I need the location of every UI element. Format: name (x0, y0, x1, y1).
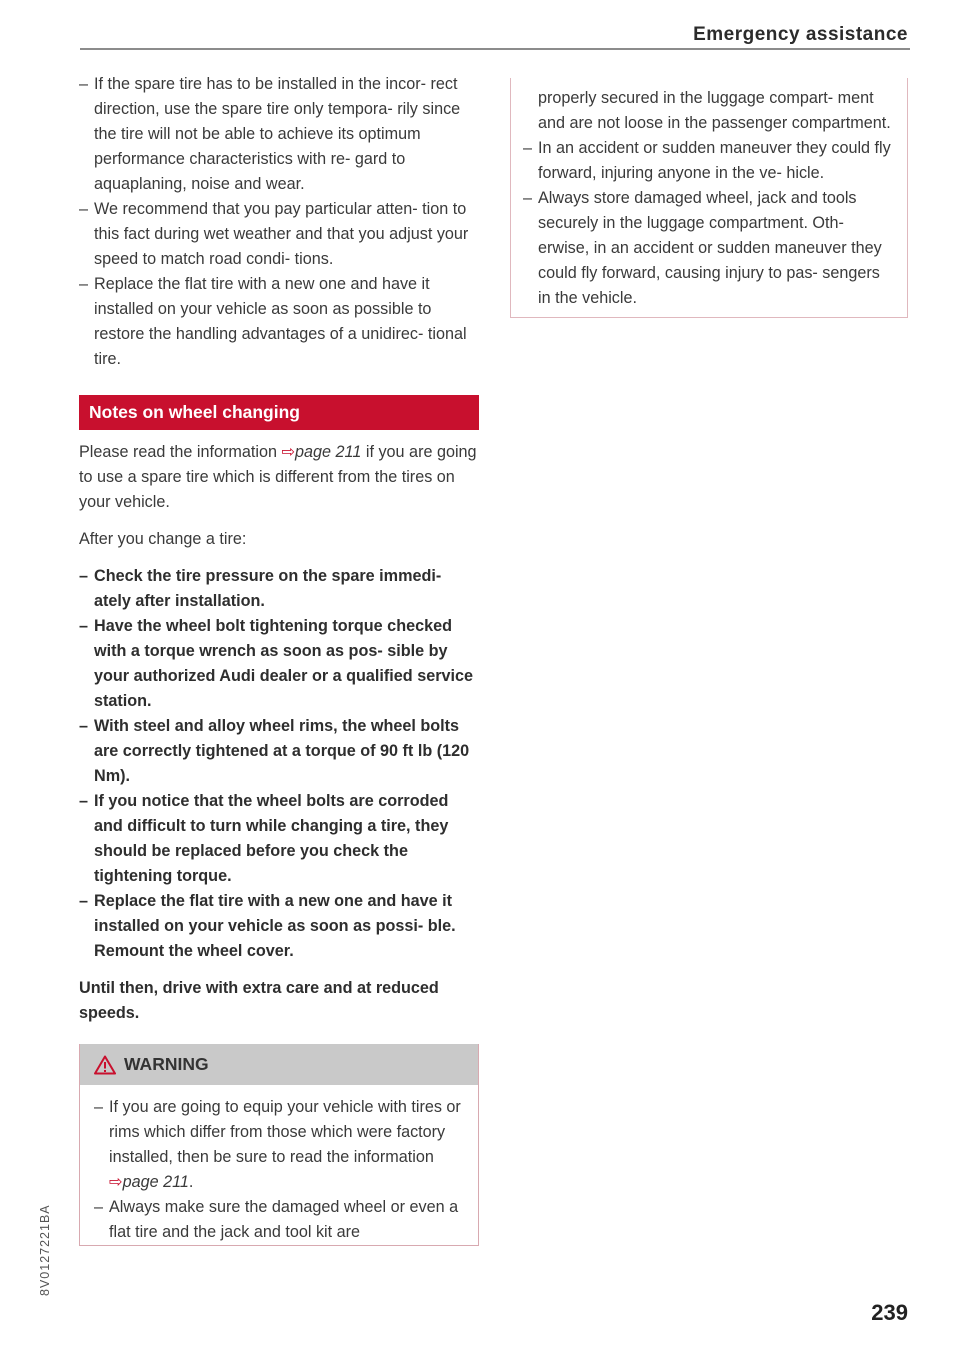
list-item: – We recommend that you pay particular atten- tion to this fact during wet weather and that you adjust your speed to match road condi- tions. (79, 197, 479, 272)
list-item: – If you notice that the wheel bolts are corroded and difficult to turn while changing a tire, they should be replaced before you check the tightening torque. (79, 789, 479, 889)
list-item: – In an accident or sudden maneuver they could fly forward, injuring anyone in the ve- hicle. (523, 136, 893, 186)
warning-list (94, 1095, 464, 1245)
warning-continuation-list (523, 136, 893, 311)
warning-body (80, 1085, 478, 1245)
list-item: – If the spare tire has to be installed in the incor- rect direction, use the spare tire only tempora- rily since the tire will not be able to achieve its optimum performance characteristics with re- gard to aquaplaning, noise and wear. (79, 72, 479, 197)
warning-triangle-icon (94, 1055, 116, 1075)
list-item: – Check the tire pressure on the spare immedi- ately after installation. (79, 564, 479, 614)
list-item: – Always store damaged wheel, jack and tools securely in the luggage compartment. Oth- erwise, in an accident or sudden maneuver they could fly forward, causing injury to pas- sengers in the vehicle. (523, 186, 893, 311)
warning-text: If you are going to equip your vehicle with tires or rims which differ from those which were factory installed, then be sure to read the information (109, 1098, 461, 1166)
warning-continuation-box (510, 78, 908, 318)
right-column (510, 74, 908, 318)
page-reference-link[interactable]: page 211 (295, 443, 362, 461)
warning-box (79, 1044, 479, 1246)
left-column (79, 72, 479, 1246)
final-note: Until then, drive with extra care and at reduced speeds. (79, 979, 439, 1022)
arrow-right-icon: ⇨ (281, 443, 296, 461)
warning-header (80, 1044, 478, 1085)
page-header-title: Emergency assistance (693, 24, 908, 45)
warning-title: WARNING (124, 1054, 209, 1074)
list-item: – Replace the flat tire with a new one and have it installed on your vehicle as soon as possible to restore the handling advantages of a unidirec- tional tire. (79, 272, 479, 372)
list-item: – Always make sure the damaged wheel or even a flat tire and the jack and tool kit are (94, 1195, 464, 1245)
list-item (94, 1095, 464, 1195)
document-code: 8V0127221BA (38, 1204, 52, 1296)
section-heading: Notes on wheel changing (79, 395, 479, 430)
paragraph-text: if you are going to use a spare tire which is different from the tires on your vehicle. (79, 443, 477, 511)
header-rule (80, 48, 910, 50)
instructions-list (79, 564, 479, 964)
list-item: – With steel and alloy wheel rims, the wheel bolts are correctly tightened at a torque of 90 ft lb (120 Nm). (79, 714, 479, 789)
warning-text: . (188, 1173, 194, 1191)
page-reference-link[interactable]: page 211 (122, 1173, 189, 1191)
intro-list (79, 72, 479, 372)
arrow-right-icon: ⇨ (109, 1173, 123, 1191)
continuation-text: properly secured in the luggage compart- ment and are not loose in the passenger compartment. (538, 89, 891, 132)
list-item: – Replace the flat tire with a new one and have it installed on your vehicle as soon as possi- ble. Remount the wheel cover. (79, 889, 479, 964)
list-item: – Have the wheel bolt tightening torque checked with a torque wrench as soon as pos- sible by your authorized Audi dealer or a qualified service station. (79, 614, 479, 714)
page-number: 239 (871, 1300, 908, 1325)
paragraph-text: Please read the information (79, 443, 282, 461)
paragraph-reference (79, 440, 479, 515)
paragraph-after-change: After you change a tire: (79, 530, 247, 548)
